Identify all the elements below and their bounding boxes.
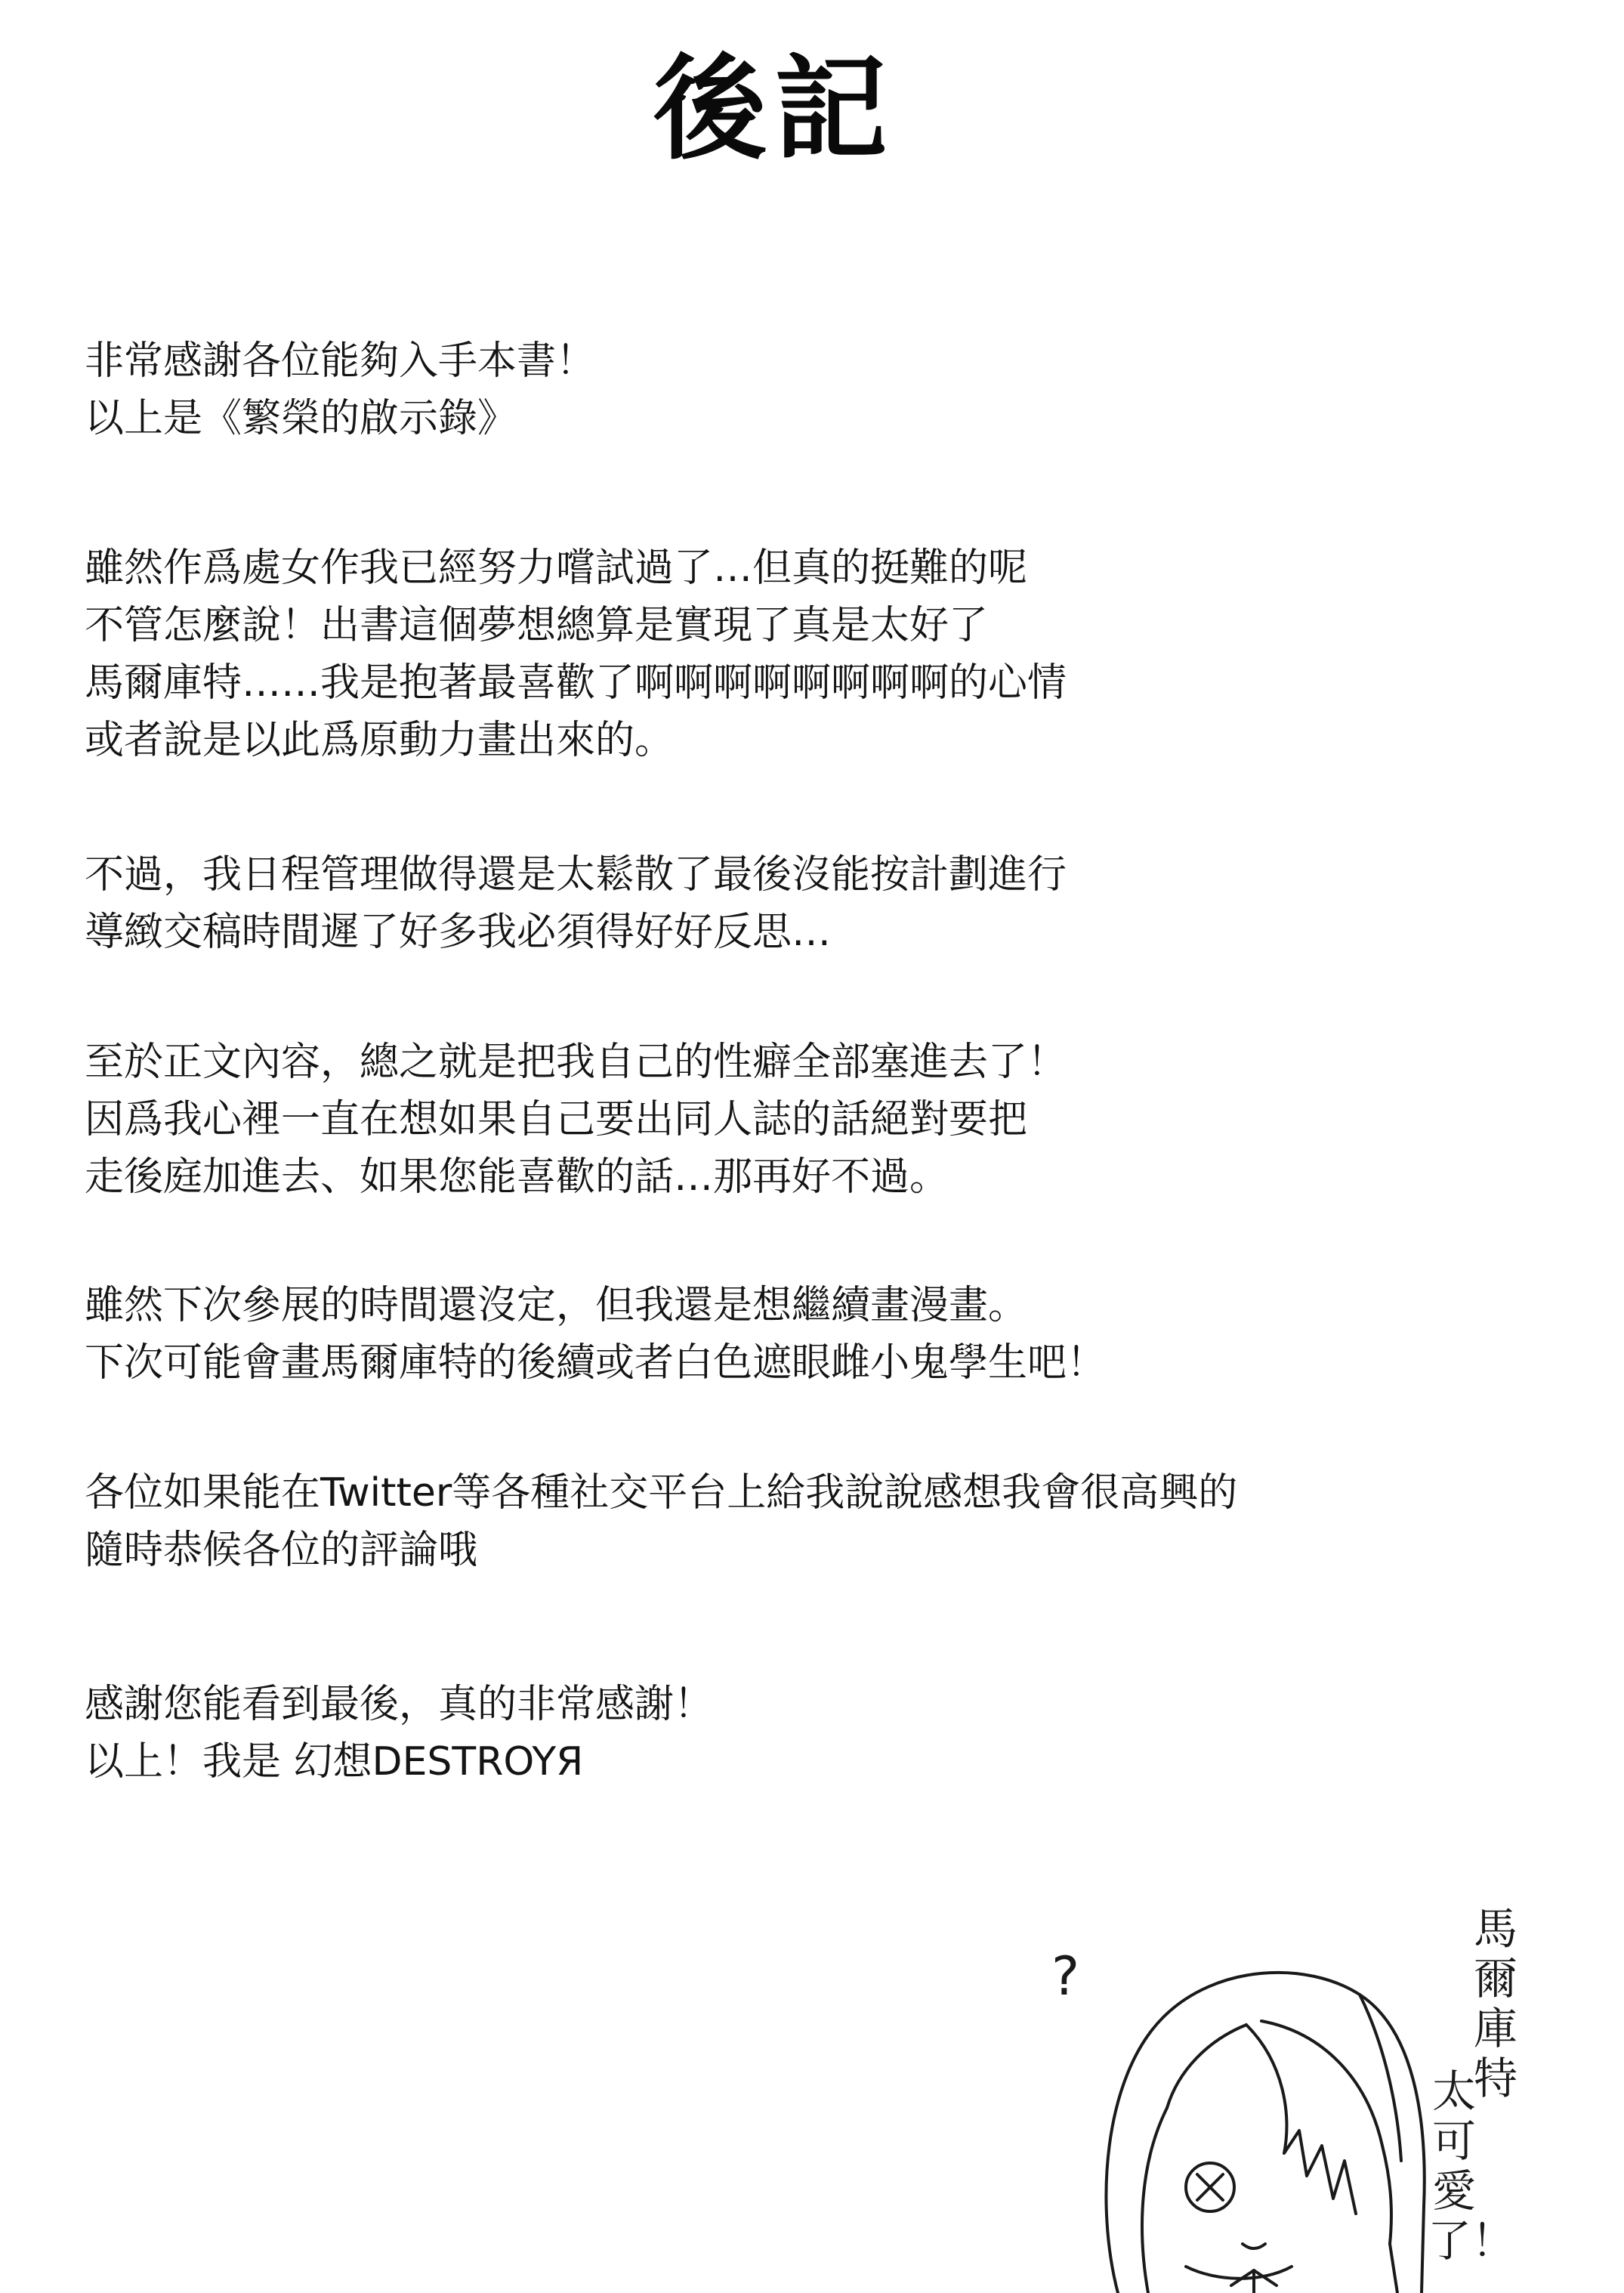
text-line: 雖然作爲處女作我已經努力嚐試過了…但真的挺難的呢 xyxy=(85,545,1028,591)
paragraph-next xyxy=(85,1277,1520,1392)
paragraph-feedback xyxy=(85,1464,1520,1579)
afterword-body xyxy=(85,332,1520,1791)
text-line: 以上是《繁榮的啟示錄》 xyxy=(85,396,517,441)
text-line: 或者說是以此爲原動力畫出來的。 xyxy=(85,718,675,763)
text-line: 隨時恭候各位的評論哦 xyxy=(85,1528,478,1573)
text-line: 以上！我是 幻想DESTROYЯ xyxy=(85,1739,584,1785)
text-line: 馬爾庫特……我是抱著最喜歡了啊啊啊啊啊啊啊啊的心情 xyxy=(85,660,1067,706)
text-line: 至於正文內容，總之就是把我自己的性癖全部塞進去了！ xyxy=(85,1040,1067,1085)
text-line: 下次可能會畫馬爾庫特的後續或者白色遮眼雌小鬼學生吧！ xyxy=(85,1340,1107,1386)
text-line: 雖然下次參展的時間還沒定，但我還是想繼續畫漫畫。 xyxy=(85,1283,1028,1328)
text-line: 因爲我心裡一直在想如果自己要出同人誌的話絕對要把 xyxy=(85,1097,1028,1142)
text-line: 不管怎麼說！出書這個夢想總算是實現了真是太好了 xyxy=(85,603,989,648)
paragraph-thanks xyxy=(85,332,1520,447)
paragraph-schedule xyxy=(85,846,1520,961)
text-line: 不過，我日程管理做得還是太鬆散了最後沒能按計劃進行 xyxy=(85,852,1067,898)
paragraph-debut xyxy=(85,539,1520,769)
text-line: 感謝您能看到最後，真的非常感謝！ xyxy=(85,1682,714,1727)
text-line: 走後庭加進去、如果您能喜歡的話…那再好不過。 xyxy=(85,1154,949,1200)
doodle-note-cute: 太可愛了！ xyxy=(1428,2066,1516,2267)
page-title: 後記 xyxy=(653,44,895,175)
paragraph-content xyxy=(85,1034,1520,1206)
text-line: 導緻交稿時間遲了好多我必須得好好反思… xyxy=(85,910,832,955)
paragraph-signoff xyxy=(85,1676,1520,1791)
text-line: 各位如果能在Twitter等各種社交平台上給我說說感想我會很高興的 xyxy=(85,1470,1238,1516)
text-line: 非常感謝各位能夠入手本書！ xyxy=(85,338,596,384)
question-mark: ? xyxy=(1051,1945,1080,2007)
doodle-note-malkuth: 馬爾庫特 xyxy=(1473,1903,1517,2104)
chibi-character-drawing xyxy=(1035,1889,1609,2293)
